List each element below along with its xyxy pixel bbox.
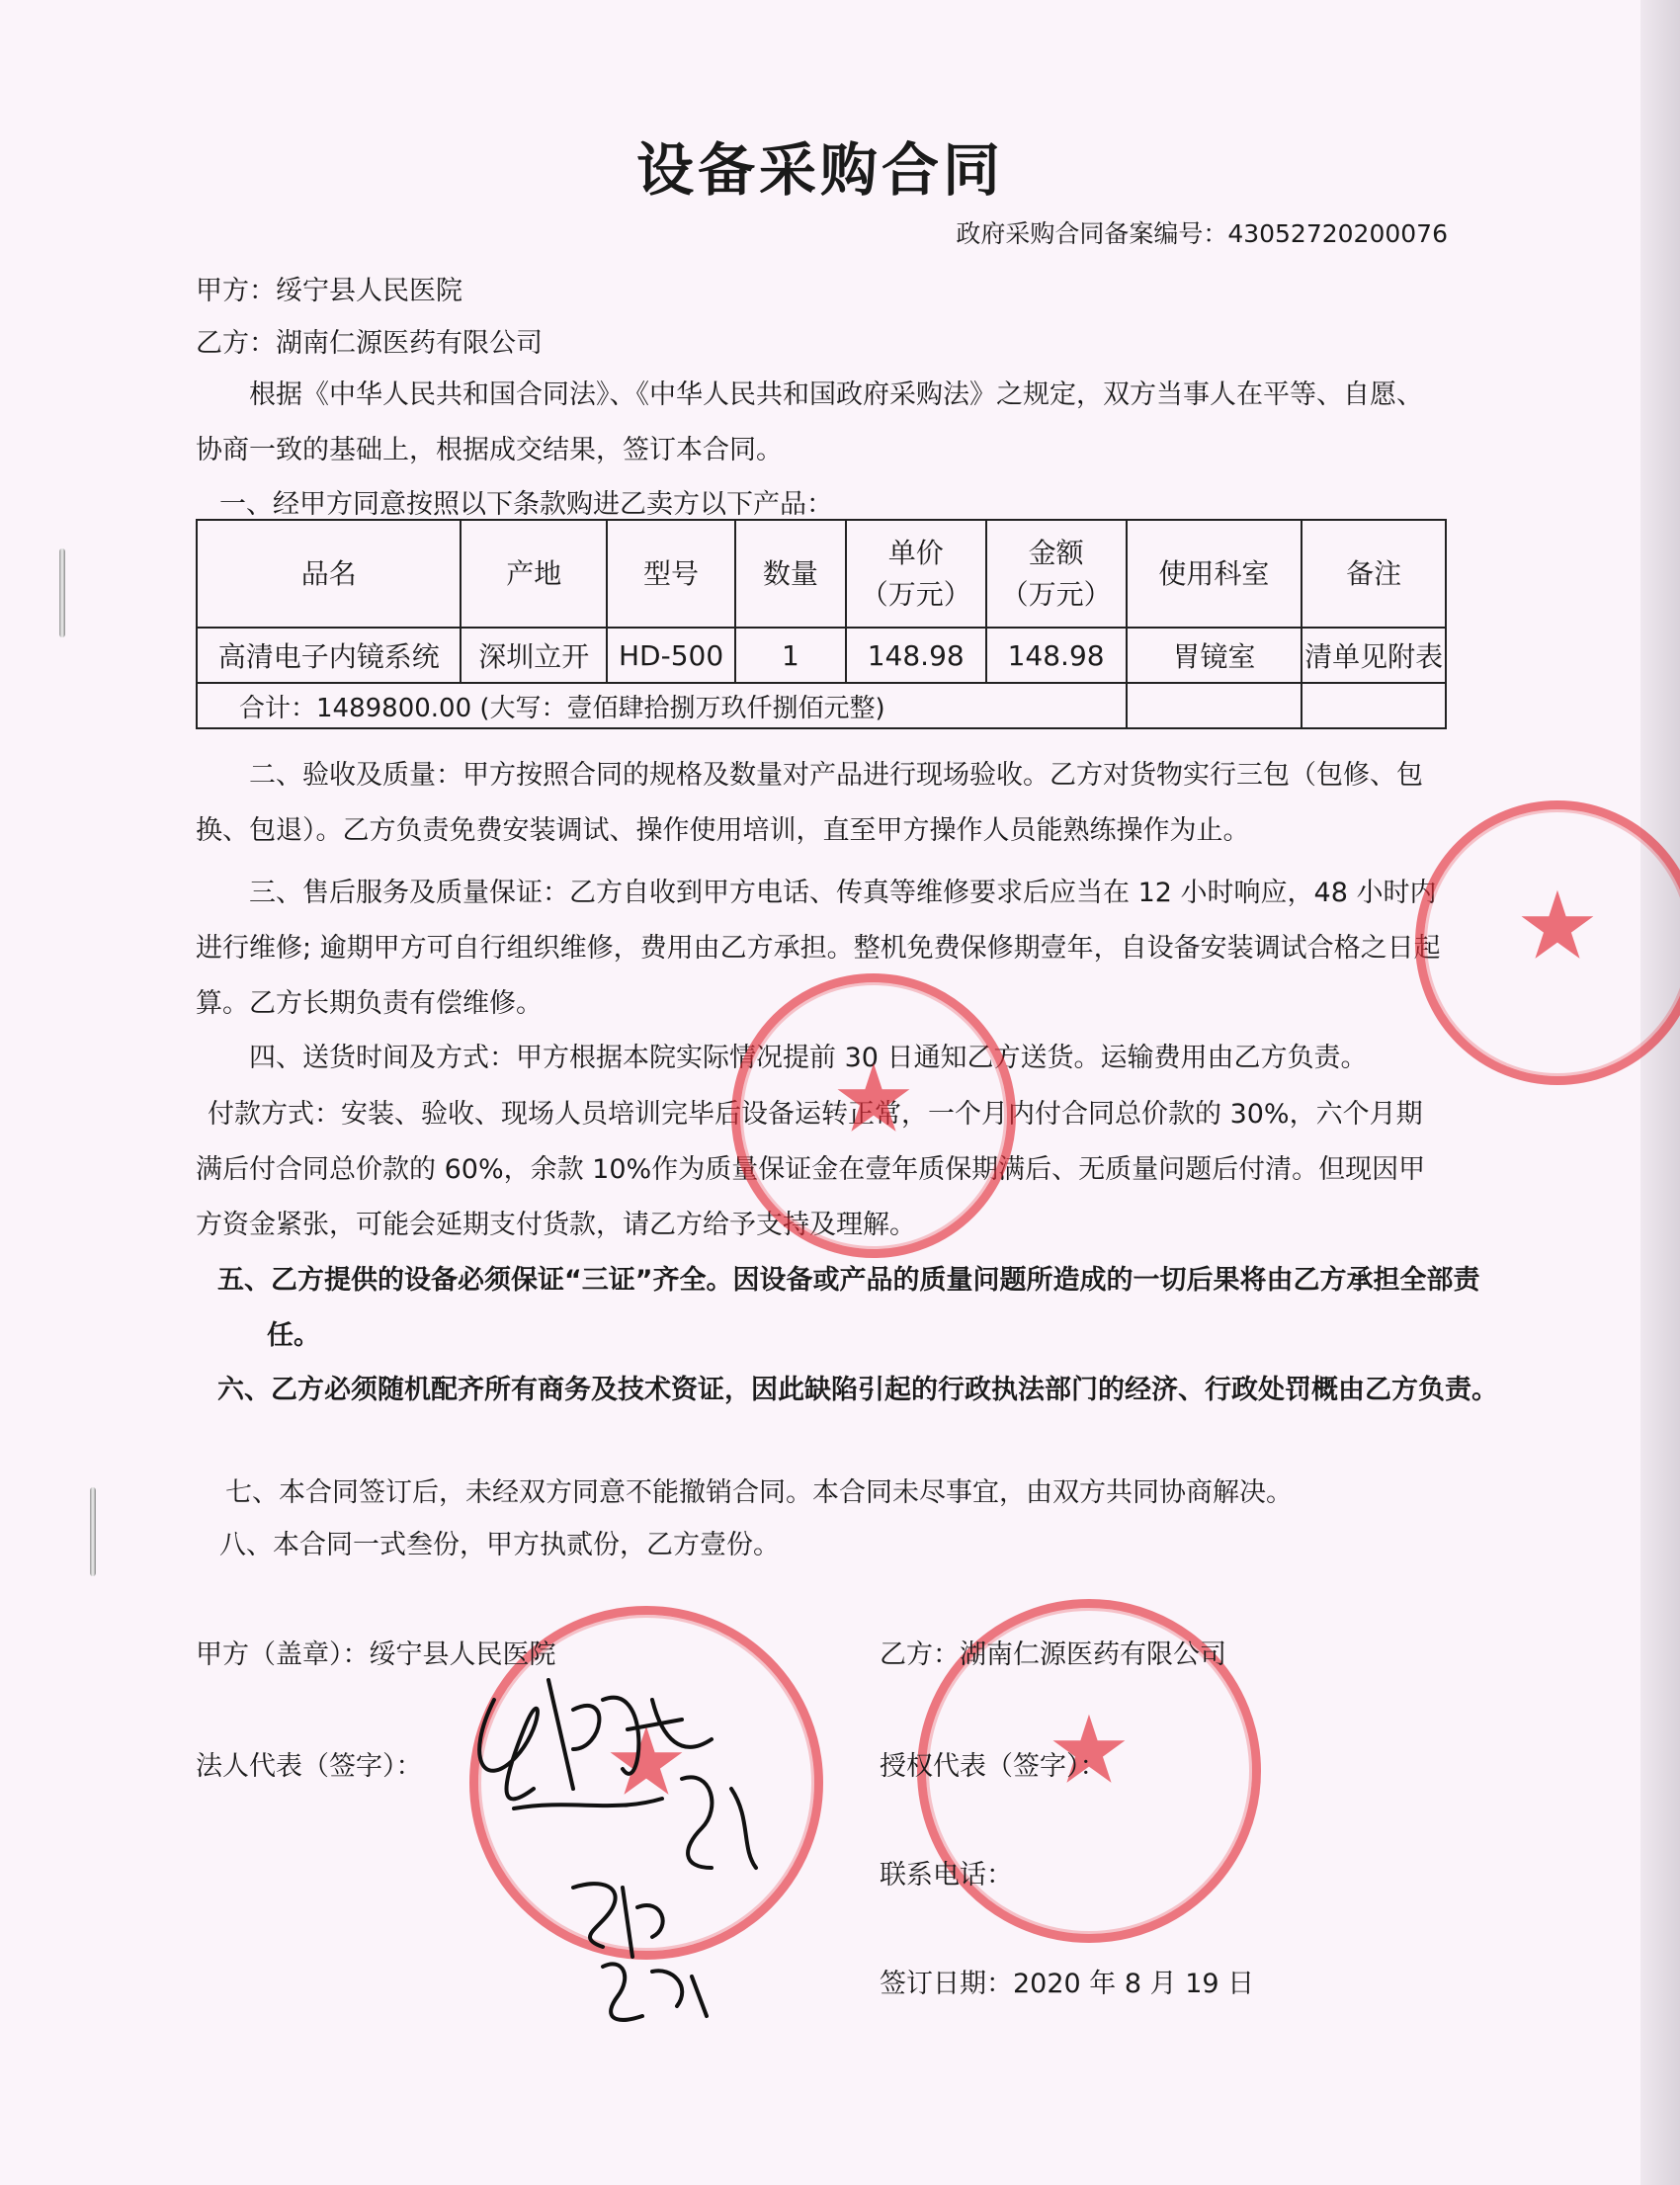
- header-origin: 产地: [461, 520, 607, 628]
- header-name: 品名: [197, 520, 461, 628]
- table-total-row: [197, 683, 1446, 728]
- payment-terms: 付款方式：安装、验收、现场人员培训完毕后设备运转正常，一个月内付合同总价款的 30%，六个月期满后付合同总价款的 60%，余款 10%作为质量保证金在壹年质保期满后、无质量问题后付清。但现因甲方资金紧张，可能会延期支付货款，请乙方给予支持及理解。: [196, 1099, 1426, 1240]
- header-quantity: 数量: [735, 520, 846, 628]
- document-title: 设备采购合同: [635, 136, 1004, 204]
- authorized-rep-label: 授权代表（签字）：: [880, 1751, 1107, 1782]
- cell-unit-price: 148.98: [846, 628, 986, 683]
- clause-8: 八、本合同一式叁份，甲方执贰份，乙方壹份。: [219, 1530, 780, 1560]
- cell-quantity: 1: [735, 628, 846, 683]
- phone-label: 联系电话：: [880, 1860, 1013, 1891]
- seal-star-icon: ★: [831, 1045, 916, 1154]
- staple-bottom: [90, 1487, 96, 1576]
- cell-remark: 清单见附表: [1302, 628, 1446, 683]
- staple-top: [59, 548, 65, 637]
- cell-model: HD-500: [607, 628, 735, 683]
- cell-empty-1: [1127, 683, 1302, 728]
- header-model: 型号: [607, 520, 735, 628]
- cell-empty-2: [1302, 683, 1446, 728]
- party-a: 甲方：绥宁县人民医院: [196, 276, 462, 306]
- header-amount-label: 金额: [1028, 536, 1084, 569]
- header-unit-price: [846, 520, 986, 628]
- legal-rep-label: 法人代表（签字）：: [196, 1751, 423, 1782]
- seal-star-icon: ★: [604, 1708, 689, 1817]
- header-remark: 备注: [1302, 520, 1446, 628]
- party-b-label: 乙方：湖南仁源医药有限公司: [880, 1639, 1226, 1670]
- clause-1: 一、经甲方同意按照以下条款购进乙卖方以下产品：: [219, 489, 833, 520]
- signature-scribble: [455, 1640, 830, 2036]
- clause-7: 七、本合同签订后，未经双方同意不能撤销合同。本合同未尽事宜，由双方共同协商解决。: [225, 1477, 1293, 1508]
- filing-number: 政府采购合同备案编号：43052720200076: [956, 219, 1448, 248]
- table-row: [197, 628, 1446, 683]
- table-header-row: [197, 520, 1446, 628]
- seal-star-icon: ★: [1515, 872, 1600, 981]
- clause-5: 五、乙方提供的设备必须保证“三证”齐全。因设备或产品的质量问题所造成的一切后果将由乙方承担全部责任。: [217, 1265, 1480, 1351]
- seal-star-icon: ★: [1047, 1696, 1132, 1806]
- clause-4: 四、送货时间及方式：甲方根据本院实际情况提前 30 日通知乙方送货。运输费用由乙方负责。: [249, 1043, 1368, 1073]
- party-a-seal-label: 甲方（盖章）：绥宁县人民医院: [196, 1639, 556, 1670]
- cell-name: 高清电子内镜系统: [197, 628, 461, 683]
- cell-amount: 148.98: [986, 628, 1127, 683]
- clause-3: 三、售后服务及质量保证：乙方自收到甲方电话、传真等维修要求后应当在 12 小时响应，48 小时内进行维修; 逾期甲方可自行组织维修，费用由乙方承担。整机免费保修期壹年，自设备安装调试合格之日起算。乙方长期负责有偿维修。: [196, 878, 1441, 1019]
- header-department: 使用科室: [1127, 520, 1302, 628]
- header-amount-unit: （万元）: [1000, 577, 1112, 611]
- clause-2: 二、验收及质量：甲方按照合同的规格及数量对产品进行现场验收。乙方对货物实行三包（包修、包换、包退）。乙方负责免费安装调试、操作使用培训，直至甲方操作人员能熟练操作为止。: [196, 760, 1423, 846]
- header-unit-price-unit: （万元）: [860, 577, 971, 611]
- seal-center: [731, 973, 1016, 1258]
- header-unit-price-label: 单价: [887, 536, 944, 569]
- header-amount: [986, 520, 1127, 628]
- clause-6: 六、乙方必须随机配齐所有商务及技术资证，因此缺陷引起的行政执法部门的经济、行政处罚概由乙方负责。: [217, 1375, 1498, 1405]
- page-edge: [1640, 0, 1680, 2185]
- signing-date: 签订日期：2020 年 8 月 19 日: [880, 1969, 1255, 1999]
- seal-right-top: [1415, 800, 1680, 1085]
- product-table: [196, 519, 1447, 729]
- intro-paragraph: 根据《中华人民共和国合同法》、《中华人民共和国政府采购法》之规定，双方当事人在平等、自愿、协商一致的基础上，根据成交结果，签订本合同。: [196, 379, 1423, 465]
- total-amount: 合计：1489800.00 (大写：壹佰肆拾捌万玖仟捌佰元整): [197, 683, 1127, 728]
- party-b: 乙方：湖南仁源医药有限公司: [196, 328, 543, 359]
- cell-department: 胃镜室: [1127, 628, 1302, 683]
- cell-origin: 深圳立开: [461, 628, 607, 683]
